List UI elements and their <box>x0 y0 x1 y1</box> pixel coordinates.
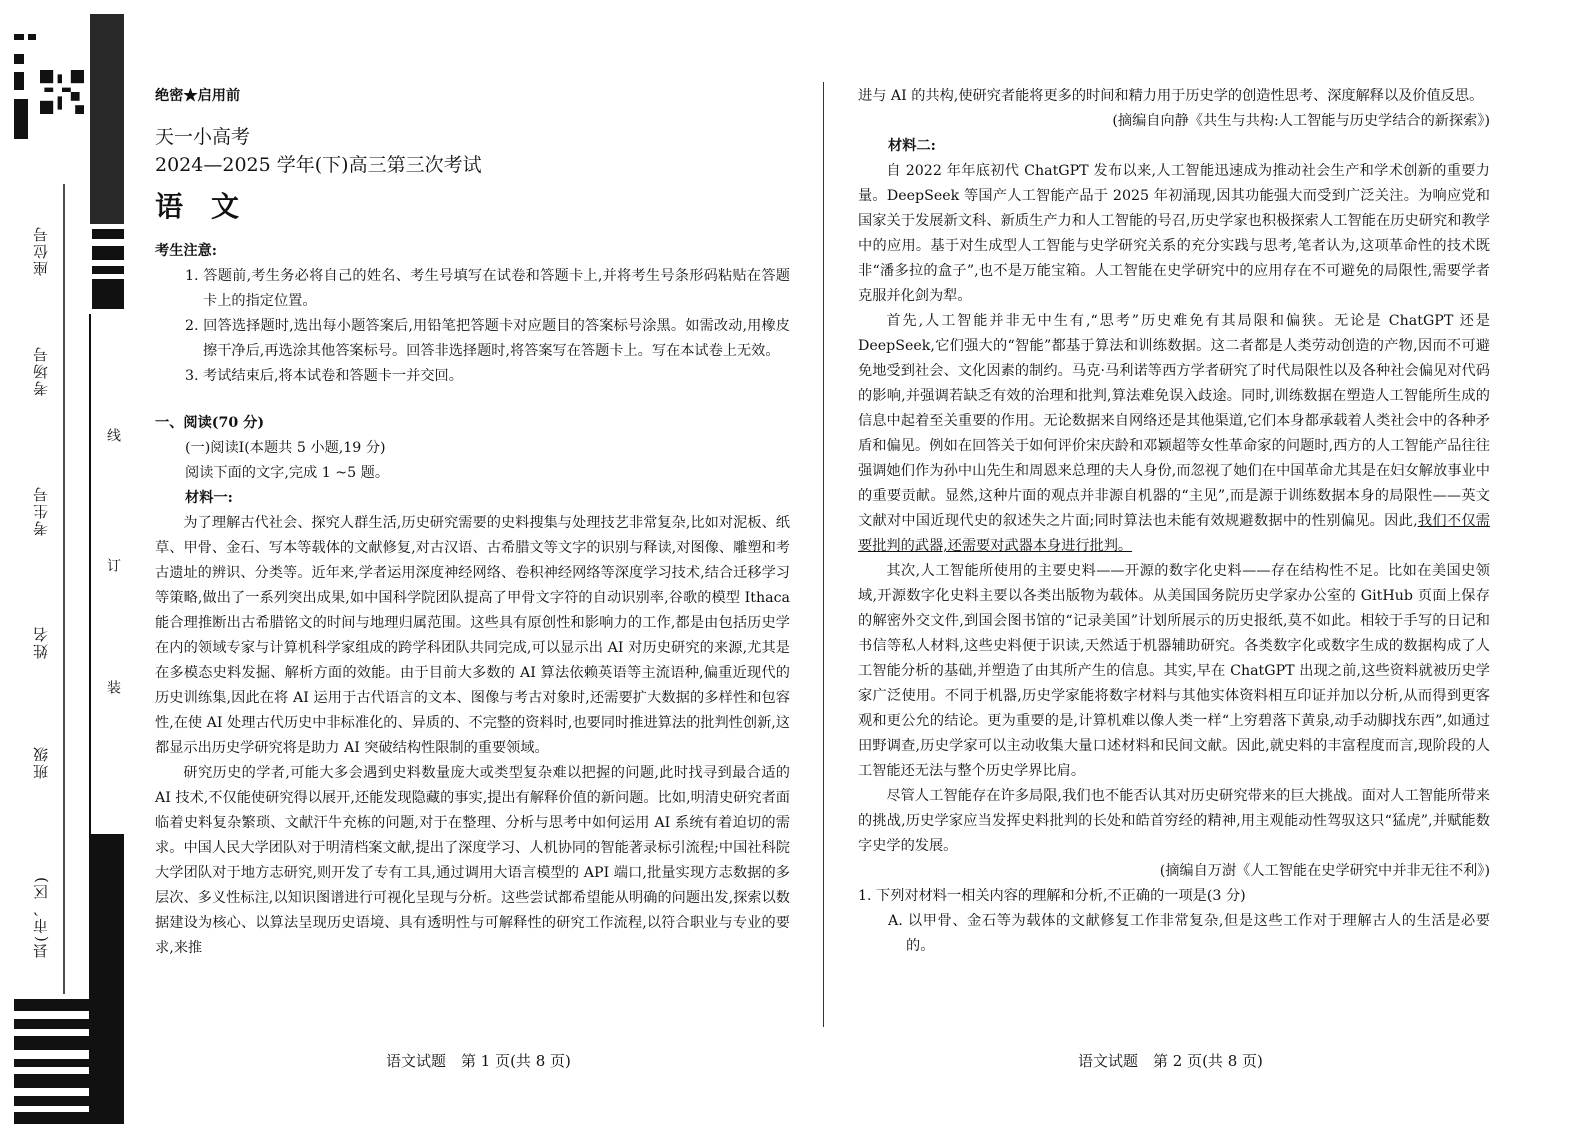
underlined-sentence: 我们不仅需要批判的武器,还需要对武器本身进行批判。 <box>858 513 1490 554</box>
material1-label: 材料一: <box>185 490 233 506</box>
field-class: 班级 <box>32 745 50 779</box>
paragraph: 尽管人工智能存在许多局限,我们也不能否认其对历史研究带来的巨大挑战。面对人工智能所带来的挑战,历史学家应当发挥史料批判的长处和皓首穷经的精神,用主观能动性驾驭这只“猛虎”,并赋能数字史学的发展。 <box>858 788 1490 854</box>
subsection-heading: (一)阅读Ⅰ(本题共 5 小题,19 分) <box>185 440 386 456</box>
continued-text: 进与 AI 的共构,使研究者能将更多的时间和精力用于历史学的创造性思考、深度解释以及价值反思。 <box>858 88 1484 104</box>
material2-label: 材料二: <box>888 138 936 154</box>
instruction: 阅读下面的文字,完成 1 ~5 题。 <box>185 465 390 481</box>
qr-code <box>40 70 84 114</box>
subject-title: 语 文 <box>155 190 240 223</box>
paragraph: 为了理解古代社会、探究人群生活,历史研究需要的史料搜集与处理技艺非常复杂,比如对泥板、纸草、甲骨、金石、写本等载体的文献修复,对古汉语、古希腊文等文字的识别与释读,对图像、雕塑和考古遗址的辨识、分类等。近年来,学者运用深度神经网络、卷积神经网络等深度学习技术,结合迁移学习等策略,做出了一系列突出成果,如中国科学院团队提高了甲骨文字符的自动识别率,谷歌的模型 Ithaca 能合理推断出古希腊铭文的时间与地理归属范围。这些具有原创性和影响力的工作,都是由包括历史学在内的领域专家与计算机科学家组成的跨学科团队共同完成,可以显示出 AI 对历史研究的来源,尤其是在多模态史料发掘、解析方面的效能。由于目前大多数的 AI 算法依赖英语等主流语种,偏重近现代的历史训练集,因此在将 AI 运用于古代语言的文本、图像与考古对象时,还需要扩大数据的多样性和包容性,在使 AI 处理古代历史中非标准化的、异质的、不完整的资料时,也要同时推进算法的批判性创新,这都显示出历史学研究将是助力 AI 突破结构性限制的重要领域。 <box>155 515 790 756</box>
page-2-footer: 语文试题 第 2 页(共 8 页) <box>1078 1052 1263 1070</box>
notice-item: 2. 回答选择题时,选出每小题答案后,用铅笔把答题卡对应题目的答案标号涂黑。如需改动,用橡皮擦干净后,再选涂其他答案标号。回答非选择题时,将答案写在答题卡上。写在本试卷上无效。 <box>185 318 790 359</box>
field-examinee-no: 考生号 <box>32 485 50 536</box>
page-2 <box>858 0 1490 959</box>
exam-subtitle: 2024—2025 学年(下)高三第三次考试 <box>155 154 482 176</box>
question-1: 1. 下列对材料一相关内容的理解和分析,不正确的一项是(3 分) <box>858 888 1246 904</box>
paragraph-text: 首先,人工智能并非无中生有,“思考”历史难免有其局限和偏狭。无论是 ChatGPT 还是 DeepSeek,它们强大的“智能”都基于算法和训练数据。这二者都是人类劳动创造的产物,因而不可避免地受到社会、文化因素的制约。马克·马利诺等西方学者研究了时代局限性以及各种社会偏见对代码的影响,并强调若缺乏有效的治理和批判,算法难免误入歧途。同时,训练数据在塑造人工智能所生成的信息中起着至关重要的作用。无论数据来自网络还是其他渠道,它们本身都承载着人类社会中的各种矛盾和偏见。例如在回答关于如何评价宋庆龄和邓颖超等女性革命家的问题时,西方的人工智能产品往往强调她们作为孙中山先生和周恩来总理的夫人身份,而忽视了她们在中国革命尤其是在妇女解放事业中的重要贡献。显然,这种片面的观点并非源自机器的“主见”,而是源于训练数据本身的局限性——英文文献对中国近现代史的叙述失之片面;同时算法也未能有效规避数据中的性别偏见。因此, <box>858 313 1490 529</box>
cut-mark-bind: 装 <box>105 680 121 694</box>
page-1-footer: 语文试题 第 1 页(共 8 页) <box>386 1052 571 1070</box>
source-note: (摘编自万澍《人工智能在史学研究中并非无往不利》) <box>1159 863 1490 879</box>
cut-mark-staple: 订 <box>105 558 121 572</box>
paragraph <box>858 309 1490 559</box>
notice-item: 3. 考试结束后,将本试卷和答题卡一并交回。 <box>185 368 463 384</box>
field-room: 考场号 <box>32 345 50 396</box>
field-name: 姓名 <box>32 625 50 659</box>
source-note: (摘编自向静《共生与共构:人工智能与历史学结合的新探索》) <box>1112 113 1490 129</box>
exam-title: 天一小高考 <box>155 126 251 148</box>
cut-mark-line: 线 <box>105 428 121 442</box>
paragraph: 其次,人工智能所使用的主要史料——开源的数字化史料——存在结构性不足。比如在美国史领域,开源数字化史料主要以各类出版物为载体。从美国国务院历史学家办公室的 GitHub 页面上保存的解密外交文件,到国会图书馆的“记录美国”计划所展示的历史报纸,莫不如此。相较于手写的日记和书信等私人材料,这些史料便于识读,天然适于机器辅助研究。各类数字化或数字生成的数据构成了人工智能分析的基础,并塑造了由其所产生的信息。其实,早在 ChatGPT 出现之前,这些资料就被历史学家广泛使用。不同于机器,历史学家能将数字材料与其他实体资料相互印证并加以分析,从而得到更客观和更公允的结论。更为重要的是,计算机难以像人类一样“上穷碧落下黄泉,动手动脚找东西”,如通过田野调查,历史学家可以主动收集大量口述材料和民间文献。因此,就史料的丰富程度而言,现阶段的人工智能还无法与整个历史学界比肩。 <box>858 563 1490 779</box>
field-county: 县(市、区) <box>32 875 50 959</box>
paragraph: 研究历史的学者,可能大多会遇到史料数量庞大或类型复杂难以把握的问题,此时找寻到最合适的 AI 技术,不仅能使研究得以展开,还能发现隐藏的事实,提出有解释价值的新问题。比如,明清史研究者面临着史料复杂繁琐、文献汗牛充栋的问题,对于在整理、分析与思考中如何运用 AI 系统有着迫切的需求。中国人民大学团队对于明清档案文献,提出了深度学习、人机协同的智能著录标引流程;中国社科院大学团队对于地方志研究,则开发了专有工具,通过调用大语言模型的 API 端口,批量实现方志数据的多层次、多义性标注,以知识图谱进行可视化呈现与分析。这些尝试都希望能从明确的问题出发,探索以数据建设为核心、以算法呈现历史语境、具有透明性与可解释性的研究工作流程,以符合职业与专业的要求,来推 <box>155 765 790 956</box>
binding-strip <box>0 0 130 1138</box>
page-1 <box>155 0 790 961</box>
column-divider <box>823 82 824 1027</box>
secret-label: 绝密★启用前 <box>155 88 241 104</box>
option-a: A. 以甲骨、金石等为载体的文献修复工作非常复杂,但是这些工作对于理解古人的生活是必要的。 <box>888 913 1490 954</box>
paragraph: 自 2022 年年底初代 ChatGPT 发布以来,人工智能迅速成为推动社会生产和学术创新的重要力量。DeepSeek 等国产人工智能产品于 2025 年初涌现,因其功能强大而受到广泛关注。为响应党和国家关于发展新文科、新质生产力和人工智能的号召,历史学家也积极探索人工智能在历史研究和教学中的应用。基于对生成型人工智能与史学研究关系的充分实践与思考,笔者认为,这项革命性的技术既非“潘多拉的盒子”,也不是万能宝箱。人工智能在史学研究中的应用存在不可避免的局限性,需要学者克服并化剑为犁。 <box>858 163 1490 304</box>
field-seat: 座位号 <box>32 225 50 276</box>
section-heading: 一、阅读(70 分) <box>155 415 265 431</box>
notice-item: 1. 答题前,考生务必将自己的姓名、考生号填写在试卷和答题卡上,并将考生号条形码粘贴在答题卡上的指定位置。 <box>185 268 790 309</box>
notice-heading: 考生注意: <box>155 243 217 259</box>
